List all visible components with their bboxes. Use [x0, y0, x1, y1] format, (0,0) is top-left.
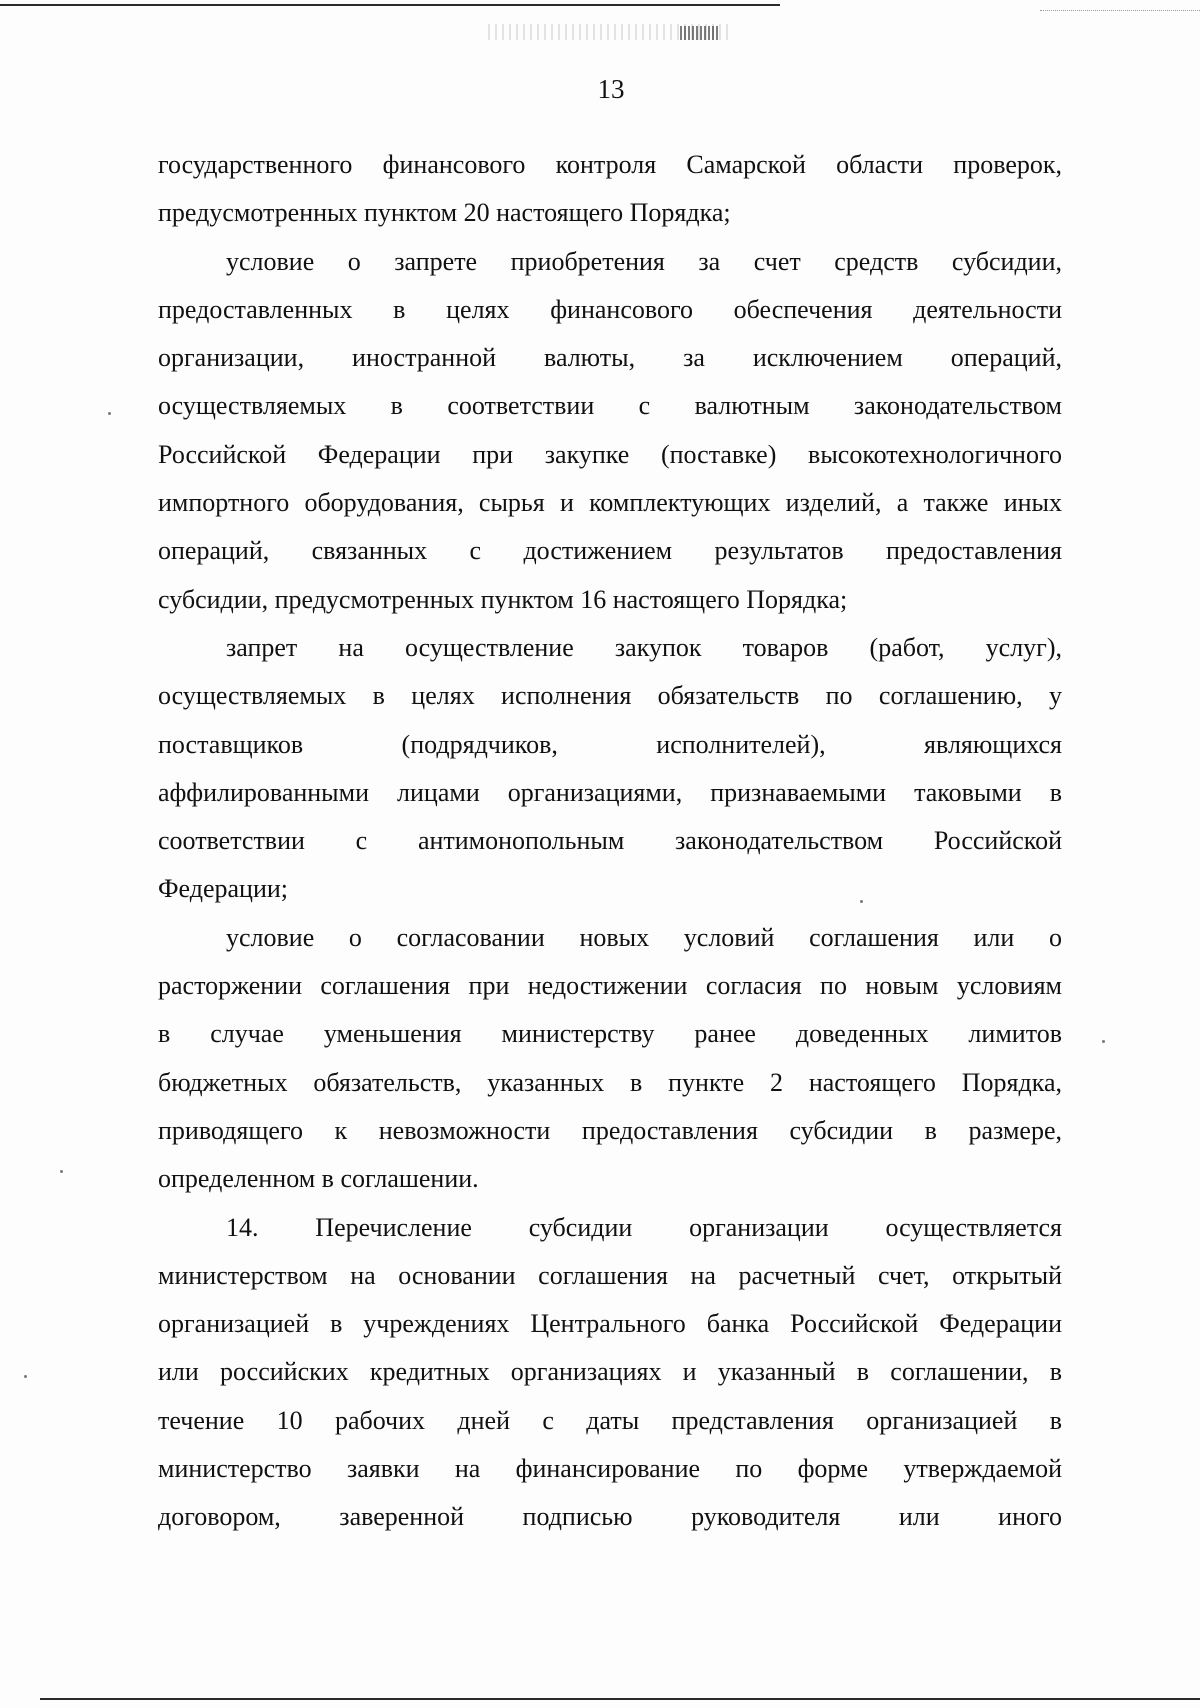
paragraph-first-line: запрет на осуществление закупок товаров (работ, услуг),	[226, 632, 1062, 662]
scan-speck	[24, 1375, 27, 1378]
text-line: определенном в соглашении.	[158, 1164, 479, 1194]
text-line: организации, иностранной валюты, за исключением операций,	[158, 343, 1062, 373]
text-line: договором, заверенной подписью руководителя или иного	[158, 1502, 1062, 1532]
scan-top-edge-dots	[1040, 10, 1200, 11]
text-line: операций, связанных с достижением результатов предоставления	[158, 536, 1062, 566]
text-line: аффилированными лицами организациями, признаваемыми таковыми в	[158, 777, 1062, 807]
text-line: предоставленных в целях финансового обеспечения деятельности	[158, 294, 1062, 324]
paragraph-first-line: условие о согласовании новых условий соглашения или о	[226, 922, 1062, 952]
text-line: Федерации;	[158, 874, 289, 904]
text-line: импортного оборудования, сырья и комплектующих изделий, а также иных	[158, 488, 1062, 518]
text-line: осуществляемых в целях исполнения обязательств по соглашению, у	[158, 681, 1062, 711]
text-line: министерство заявки на финансирование по форме утверждаемой	[158, 1454, 1062, 1484]
scan-bottom-edge-line	[40, 1698, 1200, 1700]
paragraph-first-line: 14. Перечисление субсидии организации осуществляется	[226, 1212, 1062, 1242]
text-line: государственного финансового контроля Самарской области проверок,	[158, 150, 1062, 179]
text-line: расторжении соглашения при недостижении согласия по новым условиям	[158, 971, 1062, 1001]
paragraph-first-line: условие о запрете приобретения за счет средств субсидии,	[226, 246, 1062, 276]
text-line: приводящего к невозможности предоставления субсидии в размере,	[158, 1115, 1062, 1145]
text-line: Российской Федерации при закупке (поставке) высокотехнологичного	[158, 439, 1062, 469]
text-line: осуществляемых в соответствии с валютным законодательством	[158, 391, 1062, 421]
text-line: предусмотренных пунктом 20 настоящего Порядка;	[158, 198, 731, 228]
scan-speck	[60, 1170, 63, 1173]
text-line: соответствии с антимонопольным законодательством Российской	[158, 826, 1062, 856]
scan-speck	[1102, 1040, 1105, 1043]
page-number: 13	[597, 74, 625, 104]
text-line: течение 10 рабочих дней с даты представления организацией в	[158, 1405, 1062, 1435]
text-line: бюджетных обязательств, указанных в пункте 2 настоящего Порядка,	[158, 1067, 1062, 1097]
text-line: поставщиков (подрядчиков, исполнителей), являющихся	[158, 729, 1062, 759]
scan-top-edge-line	[0, 4, 780, 6]
scan-speck	[108, 412, 111, 415]
document-body	[158, 141, 1062, 1542]
text-line: министерством на основании соглашения на расчетный счет, открытый	[158, 1260, 1062, 1290]
text-line: в случае уменьшения министерству ранее доведенных лимитов	[158, 1019, 1062, 1049]
scan-noise-mark-dark	[680, 26, 720, 40]
text-line: субсидии, предусмотренных пунктом 16 настоящего Порядка;	[158, 584, 848, 614]
text-line: организацией в учреждениях Центрального банка Российской Федерации	[158, 1309, 1062, 1339]
text-line: или российских кредитных организациях и указанный в соглашении, в	[158, 1357, 1062, 1387]
